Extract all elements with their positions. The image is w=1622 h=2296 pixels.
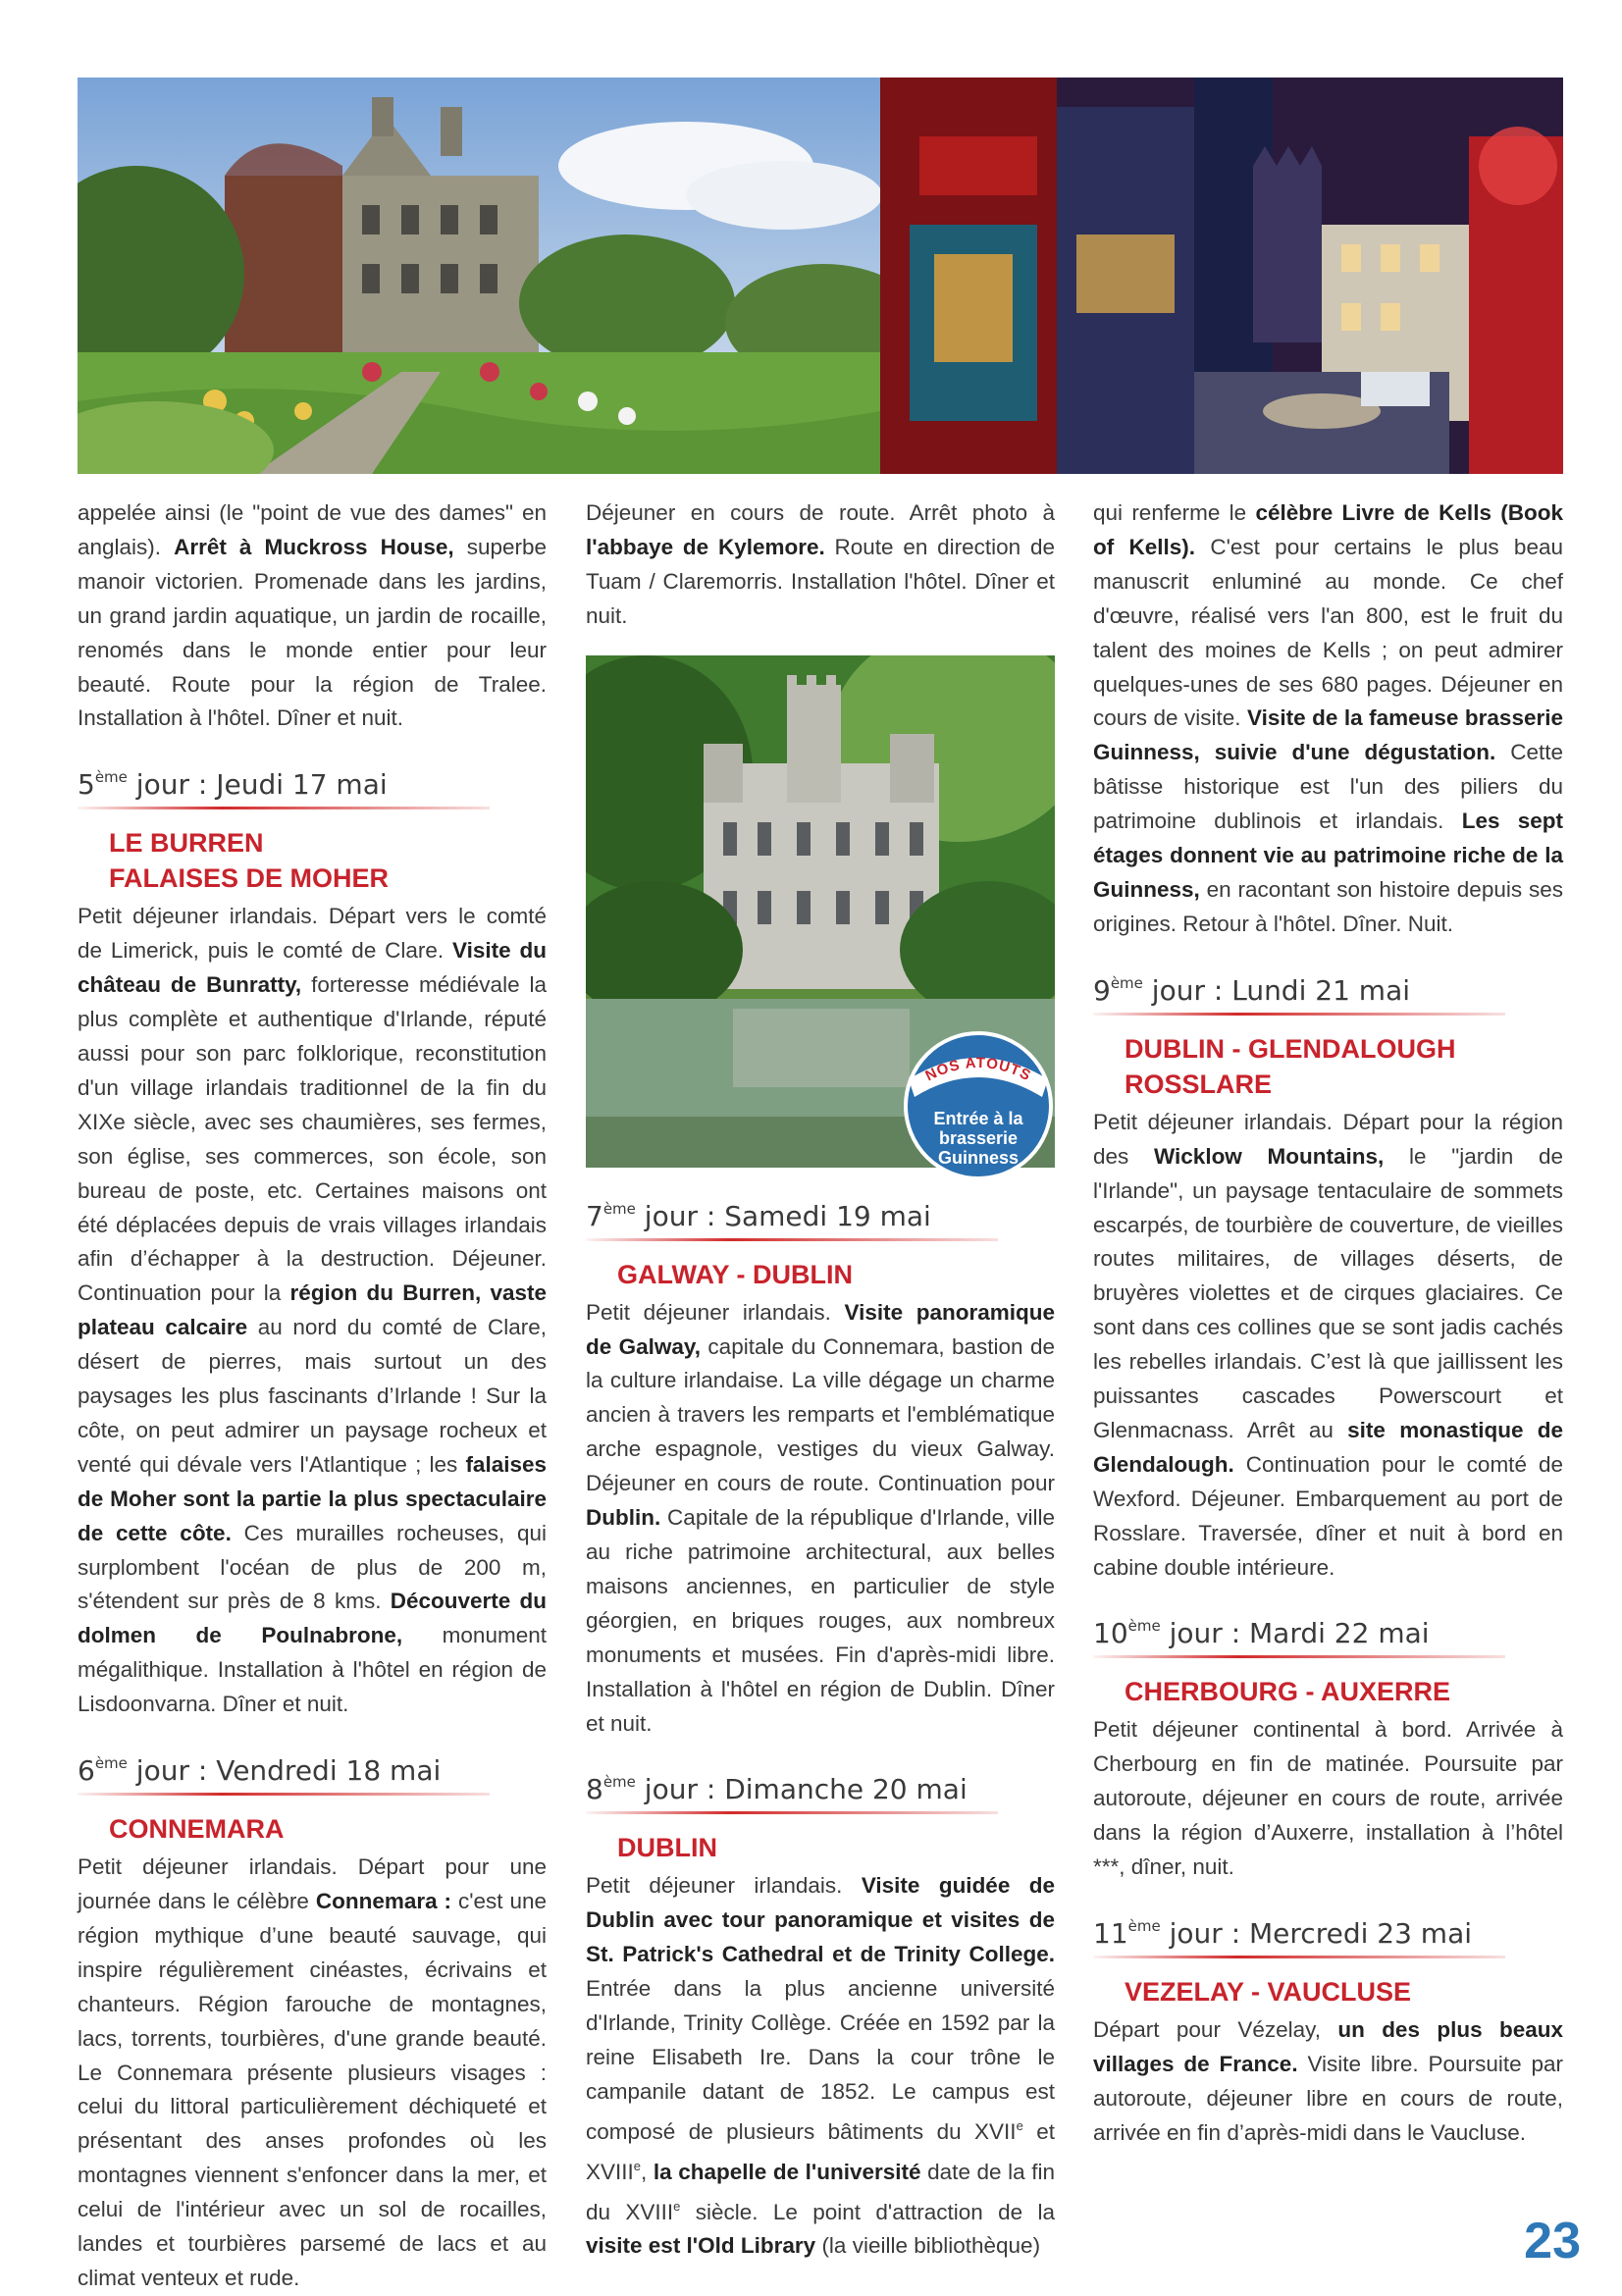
emphasis: Les sept étages donnent vie au patrimoine riche de la Guinness, xyxy=(1093,809,1563,902)
emphasis: Dublin. xyxy=(586,1505,661,1531)
day8-text: Petit déjeuner irlandais. Visite guidée de Dublin avec tour panoramique et visites de St. Patrick's Cathedral et de Trinity College. Entrée dans la plus ancienne université d'Irlande, Trinity Collège. Créée en 1592 par la reine Elisabeth Ire. Dans la cour trône le campanile datant de 1852. Le campus est composé de plusieurs bâtiments du XVIIe et XVIIIe, la chapelle de l'université date de la fin du XVIIIe siècle. Le point d'attraction de la visite est l'Old Library (la vieille bibliothèque) xyxy=(586,1873,1056,2259)
day6-text: Petit déjeuner irlandais. Départ pour une journée dans le célèbre Connemara : c'est une région mythique d’une beauté sauvage, qui inspire régulièrement cinéastes, écrivains et chanteurs. Région farouche de montagnes, lacs, torrents, tourbières, d'une grande beauté. Le Connemara présente plusieurs visages : celui du littoral particulièrement déchiqueté et présentant des anses profondes où les montagnes viennent s'enfoncer dans la mer, et celui de l'intérieur avec un sol de rocailles, landes et tourbières parsemé de lacs et au climat venteux et rude. xyxy=(78,1854,547,2290)
day11-text: Départ pour Vézelay, un des plus beaux villages de France. Visite libre. Poursuite par autoroute, déjeuner libre en cours de route, arrivée en fin d’après-midi dans le Vaucluse. xyxy=(1093,2017,1563,2145)
destination-line: DUBLIN xyxy=(617,1833,717,1863)
emphasis: célèbre Livre de Kells (Book of Kells). xyxy=(1093,500,1563,559)
day6-heading xyxy=(78,1744,547,1791)
day-number: 5 xyxy=(78,768,95,802)
day-suffix: ème xyxy=(1127,1617,1161,1636)
column-3 xyxy=(1093,496,1563,2151)
day-number: 6 xyxy=(78,1754,95,1788)
col2-intro: Déjeuner en cours de route. Arrêt photo à l'abbaye de Kylemore. Route en direction de Tuam / Claremorris. Installation l'hôtel. Dîner et nuit. xyxy=(586,500,1055,628)
heading-rule xyxy=(78,807,490,809)
emphasis: Wicklow Mountains, xyxy=(1154,1143,1385,1169)
day9-text: Petit déjeuner irlandais. Départ pour la région des Wicklow Mountains, le "jardin de l'Irlande", un paysage tentaculaire de sommets escarpés, de tourbière de couverture, de vieilles routes militaires, de villages déserts, de bruyères violettes et de cirques glaciaires. Ce sont dans ces collines que se sont jadis cachés les rebelles irlandais. C’est là que jaillissent les puissantes cascades Powerscourt et Glenmacnass. Arrêt au site monastique de Glendalough. Continuation pour le comté de Wexford. Déjeuner. Embarquement au port de Rosslare. Traversée, dîner et nuit à bord en cabine double intérieure. xyxy=(1093,1109,1564,1580)
emphasis: Visite guidée de Dublin avec tour panoramique et visites de St. Patrick's Cathedral et de Trinity College. xyxy=(586,1873,1055,1967)
badge-top-text: NOS ATOUTS xyxy=(922,1054,1034,1085)
heading-rule xyxy=(78,1793,490,1796)
emphasis: falaises de Moher sont la partie la plus spectaculaire de cette côte. xyxy=(78,1451,547,1545)
day-suffix: ème xyxy=(1110,973,1143,992)
day-suffix: ème xyxy=(602,1773,636,1792)
destination-line: CONNEMARA xyxy=(109,1814,285,1845)
destination-line: VEZELAY - VAUCLUSE xyxy=(1125,1977,1412,2007)
day-suffix: ème xyxy=(602,1199,636,1218)
day9-destination xyxy=(1125,1031,1563,1102)
destination-line: DUBLIN - GLENDALOUGH xyxy=(1125,1033,1456,1064)
destination-line: CHERBOURG - AUXERRE xyxy=(1125,1677,1451,1707)
day6-destination xyxy=(109,1811,547,1847)
superscript: e xyxy=(633,2158,642,2173)
emphasis: l'abbaye de Kylemore. xyxy=(586,534,825,559)
day5-destination xyxy=(109,825,547,896)
day-suffix: ème xyxy=(1127,1917,1161,1935)
day-number: 11 xyxy=(1093,1917,1128,1950)
col1-intro: appelée ainsi (le "point de vue des dames" en anglais). Arrêt à Muckross House, superbe manoir victorien. Promenade dans les jardins, un grand jardin aquatique, un jardin de rocaille, renomés dans le monde entier pour leur beauté. Route pour la région de Tralee. Installation à l'hôtel. Dîner et nuit. xyxy=(78,500,548,731)
emphasis: Arrêt à Muckross House, xyxy=(174,534,454,559)
heading-rule xyxy=(586,1811,998,1814)
heading-rule xyxy=(1093,1013,1505,1016)
destination-line: ROSSLARE xyxy=(1125,1069,1273,1099)
day-suffix: ème xyxy=(94,1754,128,1773)
badge-line: brasserie xyxy=(938,1128,1019,1148)
day8-heading xyxy=(586,1762,1055,1809)
day-number: 8 xyxy=(586,1773,603,1806)
emphasis: Visite panoramique de Galway, xyxy=(586,1299,1055,1359)
day7-text: Petit déjeuner irlandais. Visite panoramique de Galway, capitale du Connemara, bastion de la culture irlandaise. La ville dégage un charme ancien à travers les remparts et l'emblématique arche espagnole, vestiges du vieux Galway. Déjeuner en cours de route. Continuation pour Dublin. Capitale de la république d'Irlande, ville au riche patrimoine architectural, aux belles maisons anciennes, en particulier de style géorgien, en briques rouges, aux nombreux monuments et musées. Fin d'après-midi libre. Installation à l'hôtel en région de Dublin. Dîner et nuit. xyxy=(586,1299,1055,1736)
day-label: jour : Jeudi 17 mai xyxy=(127,768,388,802)
day-label: jour : Dimanche 20 mai xyxy=(635,1773,968,1806)
nos-atouts-badge xyxy=(901,1028,1056,1183)
muckross-house-photo xyxy=(78,78,880,474)
destination-line: GALWAY - DUBLIN xyxy=(617,1259,854,1289)
day9-heading xyxy=(1093,964,1563,1011)
emphasis: site monastique de Glendalough. xyxy=(1093,1417,1564,1477)
emphasis: région du Burren, vaste plateau calcaire xyxy=(78,1280,547,1340)
day-label: jour : Vendredi 18 mai xyxy=(127,1754,442,1788)
superscript: e xyxy=(673,2198,681,2214)
day-number: 10 xyxy=(1093,1617,1128,1650)
badge-line: Guinness xyxy=(937,1148,1020,1168)
page-number: 23 xyxy=(1524,2213,1581,2270)
kells-street-night-photo xyxy=(880,78,1563,474)
day5-heading xyxy=(78,757,547,805)
badge-line: Entrée à la xyxy=(933,1109,1023,1128)
day-suffix: ème xyxy=(94,768,128,787)
superscript: e xyxy=(1016,2117,1023,2133)
emphasis: visite est l'Old Library xyxy=(586,2233,816,2259)
heading-rule xyxy=(586,1238,998,1241)
day-label: jour : Mercredi 23 mai xyxy=(1160,1917,1473,1950)
col3-intro: qui renferme le célèbre Livre de Kells (Book of Kells). C'est pour certains le plus beau manuscrit enluminé au monde. Ce chef d'œuvre, réalisé vers l'an 800, est le fruit du talent des moines de Kells ; on peut admirer quelques-unes de ses 680 pages. Déjeuner en cours de visite. Visite de la fameuse brasserie Guinness, suivie d'une dégustation. Cette bâtisse historique est l'un des piliers du patrimoine dublinois et irlandais. Les sept étages donnent vie au patrimoine riche de la Guinness, en racontant son histoire depuis ses origines. Retour à l'hôtel. Dîner. Nuit. xyxy=(1093,500,1563,936)
day-number: 9 xyxy=(1093,973,1111,1007)
day7-destination xyxy=(617,1257,1055,1292)
heading-rule xyxy=(1093,1956,1505,1958)
day10-text: Petit déjeuner continental à bord. Arrivée à Cherbourg en fin de matinée. Poursuite par autoroute, déjeuner en cours de route, arrivée dans la région d’Auxerre, installation à l’hôtel ***, dîner, nuit. xyxy=(1093,1717,1563,1880)
column-2 xyxy=(586,496,1055,2264)
day10-heading xyxy=(1093,1606,1563,1653)
heading-rule xyxy=(1093,1655,1505,1658)
day-label: jour : Mardi 22 mai xyxy=(1160,1617,1430,1650)
emphasis: Visite du château de Bunratty, xyxy=(78,938,547,998)
emphasis: Découverte du dolmen de Poulnabrone, xyxy=(78,1589,547,1648)
day7-heading xyxy=(586,1189,1055,1236)
day10-destination xyxy=(1125,1674,1563,1709)
day5-text: Petit déjeuner irlandais. Départ vers le comté de Limerick, puis le comté de Clare. Visite du château de Bunratty, forteresse médiévale la plus complète et authentique d'Irlande, réputé aussi pour son parc folklorique, reconstitution d'un village irlandais traditionnel de la fin du XIXe siècle, avec ses chaumières, ses fermes, son église, ses commerces, son école, son bureau de poste, etc. Certaines maisons ont été déplacées depuis de vrais villages irlandais afin d’échapper à la destruction. Déjeuner. Continuation pour la région du Burren, vaste plateau calcaire au nord du comté de Clare, désert de pierres, mais surtout un des paysages les plus fascinants d’Irlande ! Sur la côte, on peut admirer un paysage rocheux et venté qui dévale vers l'Atlantique ; les falaises de Moher sont la partie la plus spectaculaire de cette côte. Ces murailles rocheuses, qui surplombent l'océan de plus de 200 m, s'étendent sur près de 8 kms. Découverte du dolmen de Poulnabrone, monument mégalithique. Installation à l'hôtel en région de Lisdoonvarna. Dîner et nuit. xyxy=(78,904,547,1717)
day8-destination xyxy=(617,1830,1055,1865)
emphasis: un des plus beaux villages de France. xyxy=(1093,2017,1563,2076)
emphasis: Visite de la fameuse brasserie Guinness, suivie d'une dégustation. xyxy=(1093,705,1563,765)
column-1 xyxy=(78,496,547,2296)
day-label: jour : Samedi 19 mai xyxy=(635,1199,931,1232)
emphasis: Connemara : xyxy=(315,1889,452,1913)
day-label: jour : Lundi 21 mai xyxy=(1142,973,1411,1007)
day-number: 7 xyxy=(586,1199,603,1232)
destination-line: FALAISES DE MOHER xyxy=(109,863,390,894)
day11-destination xyxy=(1125,1974,1563,2009)
destination-line: LE BURREN xyxy=(109,828,264,859)
emphasis: la chapelle de l'université xyxy=(653,2159,921,2184)
day11-heading xyxy=(1093,1906,1563,1954)
